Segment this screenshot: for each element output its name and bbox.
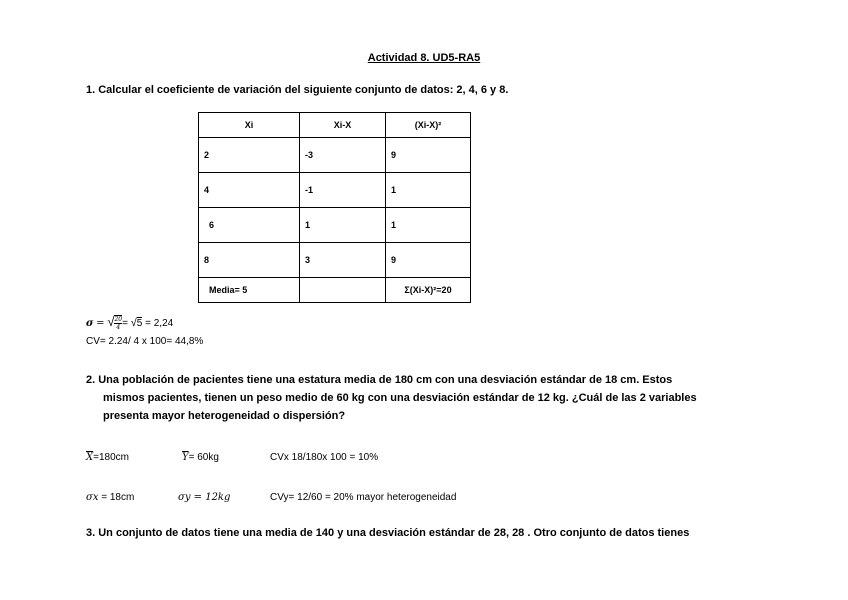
ybar-symbol: $\overline{Y}$ bbox=[182, 452, 189, 463]
header-squared-deviation: (Xi-X)² bbox=[386, 113, 471, 138]
question-2-line-1: 2. Una población de pacientes tiene una estatura media de 180 cm con una desviación estándar de 18 cm. Estos bbox=[86, 374, 673, 386]
table-row bbox=[199, 243, 471, 278]
question-1: 1. Calcular el coeficiente de variación del siguiente conjunto de datos: 2, 4, 6 y 8. bbox=[86, 84, 509, 96]
sigma-x bbox=[86, 492, 134, 503]
sqrt-icon: √ bbox=[107, 314, 115, 329]
sigma-symbol: σ bbox=[86, 318, 94, 329]
mean-y bbox=[182, 452, 219, 463]
equals-sign: = bbox=[96, 318, 105, 329]
question-2-line-2: mismos pacientes, tienen un peso medio de 60 kg con una desviación estándar de 12 kg. ¿Cuál de las 2 variables bbox=[103, 392, 697, 404]
fraction bbox=[114, 315, 122, 331]
table-cell bbox=[300, 278, 386, 303]
table-cell: 2 bbox=[199, 138, 300, 173]
cv-result: CV= 2.24/ 4 x 100= 44,8% bbox=[86, 336, 204, 347]
sqrt-icon-2: √ bbox=[130, 317, 137, 329]
table-footer-row bbox=[199, 278, 471, 303]
table-cell: -1 bbox=[300, 173, 386, 208]
page-title: Actividad 8. UD5-RA5 bbox=[367, 52, 481, 64]
question-2-line-3: presenta mayor heterogeneidad o dispersión? bbox=[103, 410, 346, 422]
table-header-row bbox=[199, 113, 471, 138]
sigma-result: = 2,24 bbox=[145, 318, 174, 329]
table-cell: 3 bbox=[300, 243, 386, 278]
table-cell: 1 bbox=[386, 208, 471, 243]
equals-sign-2: = bbox=[122, 318, 128, 329]
sigma-formula bbox=[86, 314, 173, 331]
table-cell: 4 bbox=[199, 173, 300, 208]
cv-x: CVx 18/180x 100 = 10% bbox=[270, 452, 379, 463]
table-row bbox=[199, 138, 471, 173]
table-cell: 9 bbox=[386, 243, 471, 278]
header-xi-minus-x: Xi-X bbox=[300, 113, 386, 138]
table-cell: 8 bbox=[199, 243, 300, 278]
xbar-symbol: $\overline{X}$ bbox=[86, 452, 94, 463]
fraction-denominator: 4 bbox=[116, 324, 121, 332]
xbar-value: =180cm bbox=[93, 452, 129, 463]
data-table bbox=[198, 112, 471, 303]
table-cell: -3 bbox=[300, 138, 386, 173]
table-cell: 1 bbox=[386, 173, 471, 208]
question-2 bbox=[86, 371, 766, 425]
fraction-numerator: 20 bbox=[114, 316, 123, 324]
sigma-y: σy = 12kg bbox=[178, 492, 231, 503]
table-row bbox=[199, 208, 471, 243]
sigma-x-symbol: σx bbox=[86, 492, 99, 503]
sigma-x-value: = 18cm bbox=[101, 492, 135, 503]
question-3: 3. Un conjunto de datos tiene una media de 140 y una desviación estándar de 28, 28 . Otro conjunto de datos tienes bbox=[86, 527, 690, 539]
mean-cell: Media= 5 bbox=[199, 278, 300, 303]
radicand: 5 bbox=[136, 318, 143, 329]
header-xi: Xi bbox=[199, 113, 300, 138]
table-cell: 9 bbox=[386, 138, 471, 173]
table-cell: 1 bbox=[300, 208, 386, 243]
mean-x bbox=[86, 452, 129, 463]
sum-squares-cell: Σ(Xi-X)²=20 bbox=[386, 278, 471, 303]
cv-y: CVy= 12/60 = 20% mayor heterogeneidad bbox=[270, 492, 457, 503]
table-cell: 6 bbox=[199, 208, 300, 243]
ybar-value: = 60kg bbox=[188, 452, 219, 463]
table-row bbox=[199, 173, 471, 208]
